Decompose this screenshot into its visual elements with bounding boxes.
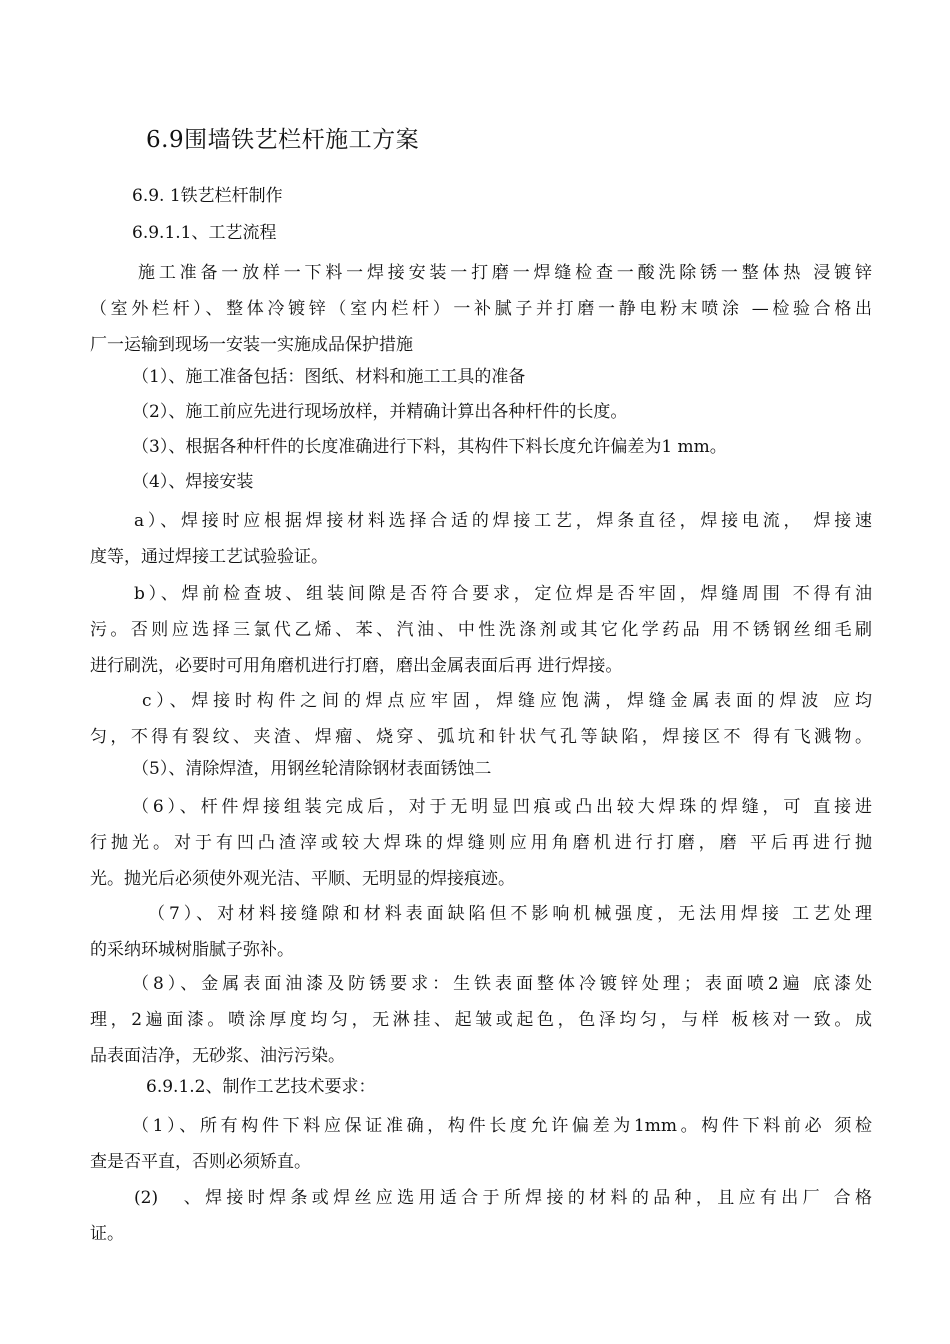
item-c-paragraph — [90, 683, 872, 755]
paragraph-line: （室外栏杆）、整体冷镀锌（室内栏杆）一补腻子并打磨一静电粉末喷涂 —检验合格出 — [90, 299, 872, 319]
paragraph-line: a）、焊接时应根据焊接材料选择合适的焊接工艺，焊条直径，焊接电流， 焊接速 — [134, 511, 872, 531]
item-1: （1）、施工准备包括：图纸、材料和施工工具的准备 — [132, 367, 526, 387]
paragraph-line: 施工准备一放样一下料一焊接安装一打磨一焊缝检查一酸洗除锈一整体热 浸镀锌 — [138, 263, 872, 283]
paragraph-line: （1）、所有构件下料应保证准确，构件长度允许偏差为1mm。构件下料前必 须检 — [132, 1116, 872, 1136]
paragraph-line: 厂一运输到现场一安装一实施成品保护措施 — [90, 335, 413, 355]
paragraph-line: （8）、金属表面油漆及防锈要求：生铁表面整体冷镀锌处理；表面喷2遍 底漆处 — [132, 974, 872, 994]
paragraph-line: c）、焊接时构件之间的焊点应牢固，焊缝应饱满，焊缝金属表面的焊波 应均 — [142, 691, 872, 711]
section-heading-6-9-1: 6.9. 1铁艺栏杆制作 — [132, 186, 283, 206]
item-5: （5）、清除焊渣，用钢丝轮清除钢材表面锈蚀二 — [132, 759, 492, 779]
item-a-paragraph — [90, 503, 872, 575]
paragraph-line: （6）、杆件焊接组装完成后，对于无明显凹痕或凸出较大焊珠的焊缝，可 直接进 — [132, 797, 872, 817]
item-4: （4）、焊接安装 — [132, 472, 254, 492]
item-3: （3）、根据各种杆件的长度准确进行下料，其构件下料长度允许偏差为1 mm。 — [132, 437, 727, 457]
paragraph-line: 度等，通过焊接工艺试验验证。 — [90, 547, 328, 567]
paragraph-line: 光。抛光后必须使外观光洁、平顺、无明显的焊接痕迹。 — [90, 869, 515, 889]
section-heading-6-9-1-1: 6.9.1.1、工艺流程 — [132, 223, 277, 243]
paragraph-line: 理，2遍面漆。喷涂厚度均匀，无淋挂、起皱或起色，色泽均匀，与样 板核对一致。成 — [90, 1010, 872, 1030]
paragraph-line: 行抛光。对于有凹凸渣滓或较大焊珠的焊缝则应用角磨机进行打磨，磨 平后再进行抛 — [90, 833, 872, 853]
paragraph-line: 品表面洁净，无砂浆、油污污染。 — [90, 1046, 345, 1066]
item-7-paragraph — [90, 896, 872, 968]
section-heading-6-9-1-2: 6.9.1.2、制作工艺技术要求： — [146, 1077, 376, 1097]
item-8-paragraph — [90, 966, 872, 1074]
paragraph-line: 进行刷洗，必要时可用角磨机进行打磨，磨出金属表面后再 进行焊接。 — [90, 656, 623, 676]
paragraph-line: （7）、对材料接缝隙和材料表面缺陷但不影响机械强度，无法用焊接 工艺处理 — [148, 904, 872, 924]
document-title: 6.9围墙铁艺栏杆施工方案 — [146, 127, 420, 153]
item-b-paragraph — [90, 576, 872, 684]
paragraph-line: 的采纳环城树脂腻子弥补。 — [90, 940, 294, 960]
item-6-paragraph — [90, 789, 872, 897]
paragraph-line: 查是否平直，否则必须矫直。 — [90, 1152, 311, 1172]
paragraph-line: (2) 、焊接时焊条或焊丝应选用适合于所焊接的材料的品种，且应有出厂 合格 — [134, 1188, 872, 1208]
requirement-2-paragraph — [90, 1180, 872, 1252]
paragraph-line: 证。 — [90, 1224, 124, 1244]
process-flow-paragraph — [90, 255, 872, 363]
paragraph-line: b）、焊前检查坡、组装间隙是否符合要求，定位焊是否牢固，焊缝周围 不得有油 — [134, 584, 872, 604]
item-2: （2）、施工前应先进行现场放样，并精确计算出各种杆件的长度。 — [132, 402, 628, 422]
requirement-1-paragraph — [90, 1108, 872, 1180]
paragraph-line: 匀，不得有裂纹、夹渣、焊瘤、烧穿、弧坑和针状气孔等缺陷，焊接区不 得有飞溅物。 — [90, 727, 872, 747]
paragraph-line: 污。否则应选择三氯代乙烯、苯、汽油、中性洗涤剂或其它化学药品 用不锈钢丝细毛刷 — [90, 620, 872, 640]
